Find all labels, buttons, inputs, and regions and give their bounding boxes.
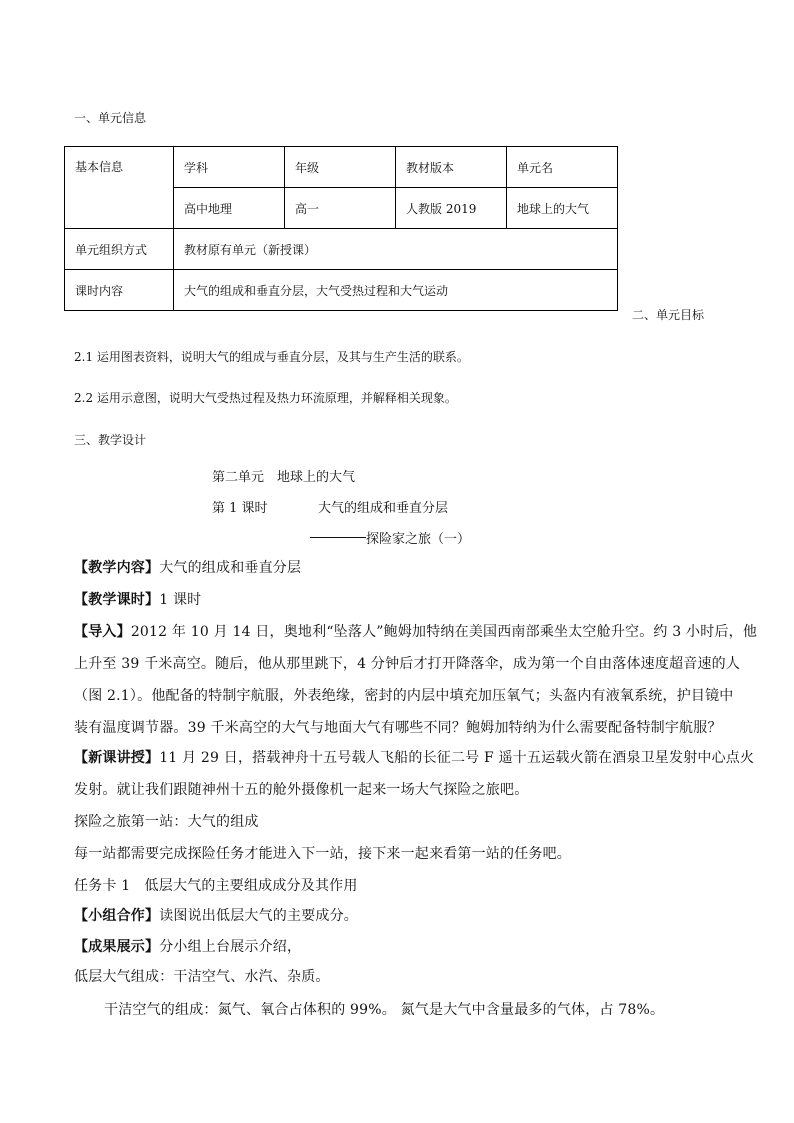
cell-unit-name-label: 单元名 bbox=[507, 147, 618, 188]
result-tag: 【成果展示】 bbox=[74, 939, 160, 955]
task-card-1: 任务卡 1 低层大气的主要组成成分及其作用 bbox=[74, 878, 358, 894]
group-work-line bbox=[74, 900, 358, 932]
teaching-content-line bbox=[74, 552, 301, 584]
intro-line-4: 装有温度调节器。39 千米高空的大气与地面大气有哪些不同？鲍姆加特纳为什么需要配备特制宇航服？ bbox=[74, 720, 722, 736]
section-title-teaching-design: 三、教学设计 bbox=[74, 433, 147, 447]
goal-2-2: 2.2 运用示意图，说明大气受热过程及热力环流原理，并解释相关现象。 bbox=[74, 391, 457, 405]
cell-edition-label: 教材版本 bbox=[396, 147, 507, 188]
cell-unit-name-value: 地球上的大气 bbox=[507, 188, 618, 229]
cell-content-value: 大气的组成和垂直分层，大气受热过程和大气运动 bbox=[174, 270, 618, 311]
teaching-hours-line bbox=[74, 584, 201, 616]
new-lesson-text-1: 11 月 29 日，搭载神舟十五号载人飞船的长征二号 F 遥十五运载火箭在酒泉卫星发射中心点火 bbox=[159, 750, 755, 766]
result-text: 分小组上台展示介绍， bbox=[159, 939, 302, 955]
cell-org-label: 单元组织方式 bbox=[65, 229, 174, 270]
new-lesson-line-2: 发射。就让我们跟随神州十五的舱外摄像机一起来一场大气探险之旅吧。 bbox=[74, 782, 529, 798]
group-work-tag: 【小组合作】 bbox=[74, 908, 160, 924]
intro-tag: 【导入】 bbox=[74, 624, 131, 640]
cell-content-label: 课时内容 bbox=[65, 270, 174, 311]
goal-2-1: 2.1 运用图表资料，说明大气的组成与垂直分层，及其与生产生活的联系。 bbox=[74, 350, 469, 364]
intro-line-2: 上升至 39 千米高空。随后，他从那里跳下，4 分钟后才打开降落伞，成为第一个自由落体速度超音速的人 bbox=[74, 656, 741, 672]
cell-edition-value: 人教版 2019 bbox=[396, 188, 507, 229]
cell-subject-label: 学科 bbox=[174, 147, 285, 188]
cell-subject-value: 高中地理 bbox=[174, 188, 285, 229]
teaching-hours-text: 1 课时 bbox=[159, 592, 202, 608]
lesson-heading-number: 第 1 课时 bbox=[212, 501, 268, 516]
cell-org-value: 教材原有单元（新授课） bbox=[174, 229, 618, 270]
lesson-heading-title: 大气的组成和垂直分层 bbox=[318, 501, 449, 516]
cell-grade-label: 年级 bbox=[285, 147, 396, 188]
section-title-unit-goals: 二、单元目标 bbox=[632, 308, 705, 322]
unit-heading: 第二单元 地球上的大气 bbox=[212, 470, 356, 485]
intro-line-3: （图 2.1）。他配备的特制宇航服，外表绝缘，密封的内层中填充加压氧气；头盔内有液氧系统，护目镜中 bbox=[74, 688, 734, 704]
new-lesson-tag: 【新课讲授】 bbox=[74, 750, 160, 766]
lower-atmosphere-composition: 低层大气组成：干洁空气、水汽、杂质。 bbox=[74, 969, 330, 985]
result-line bbox=[74, 931, 301, 963]
unit-info-table bbox=[64, 146, 618, 311]
lesson-subtitle: 探险家之旅（一） bbox=[366, 532, 471, 547]
group-work-text: 读图说出低层大气的主要成分。 bbox=[159, 908, 359, 924]
intro-text-1: 2012 年 10 月 14 日，奥地利“坠落人”鲍姆加特纳在美国西南部乘坐太空舱升空。约 3 小时后，他 bbox=[130, 624, 758, 640]
teaching-content-tag: 【教学内容】 bbox=[74, 560, 160, 576]
teaching-content-text: 大气的组成和垂直分层 bbox=[159, 560, 302, 576]
stop-description: 每一站都需要完成探险任务才能进入下一站，接下来一起来看第一站的任务吧。 bbox=[74, 846, 571, 862]
new-lesson-line-1 bbox=[74, 742, 754, 774]
dry-air-composition: 干洁空气的组成：氮气、氧合占体积的 99%。 氮气是大气中含量最多的气体，占 78%。 bbox=[104, 1002, 665, 1018]
cell-basic-info: 基本信息 bbox=[65, 147, 174, 229]
teaching-hours-tag: 【教学课时】 bbox=[74, 592, 160, 608]
stop-1-title: 探险之旅第一站：大气的组成 bbox=[74, 814, 259, 830]
intro-line-1 bbox=[74, 616, 757, 648]
section-title-unit-info: 一、单元信息 bbox=[74, 111, 147, 125]
cell-grade-value: 高一 bbox=[285, 188, 396, 229]
subtitle-dash bbox=[310, 537, 366, 538]
